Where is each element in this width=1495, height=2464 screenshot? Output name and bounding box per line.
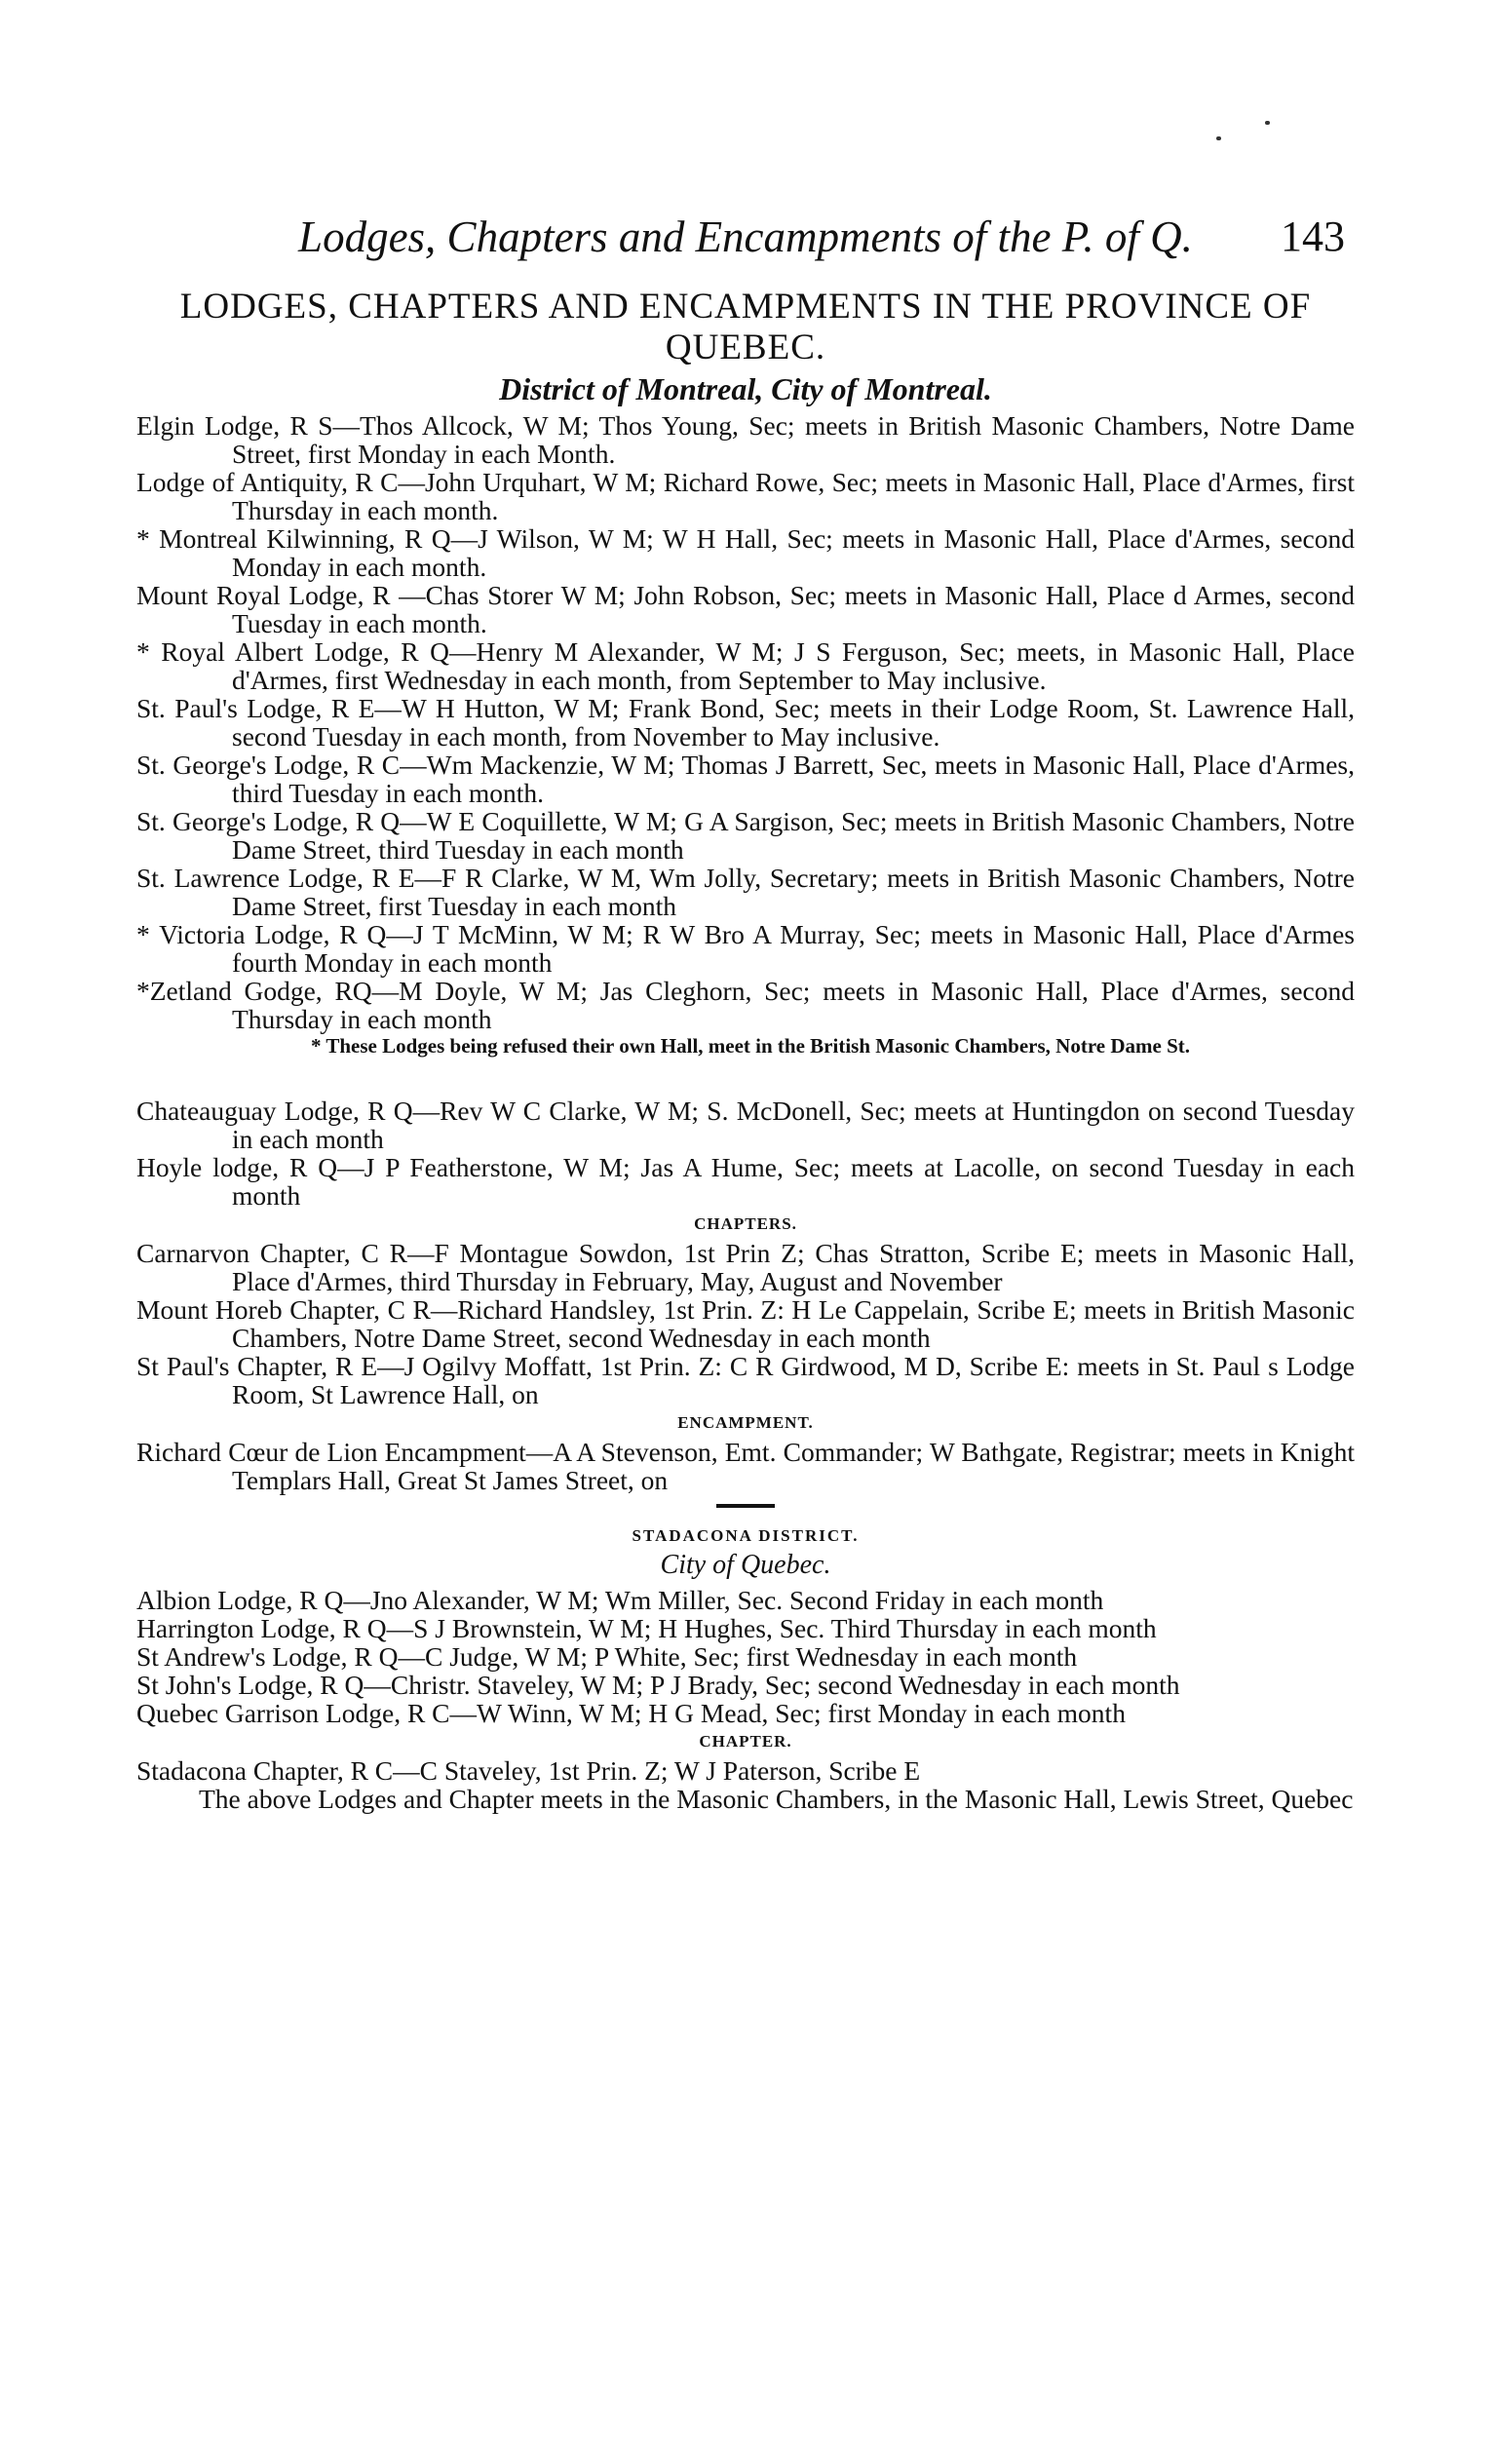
running-title: Lodges, Chapters and Encampments of the P. of Q. <box>298 212 1193 261</box>
lodge-entry: St. George's Lodge, R Q—W E Coquillette, W M; G A Sargison, Sec; meets in British Masonic Chambers, Notre Dame Street, third Tuesday in each month <box>136 806 1355 865</box>
chapter-entry: St Paul's Chapter, R E—J Ogilvy Moffatt, 1st Prin. Z: C R Girdwood, M D, Scribe E: meets in St. Paul s Lodge Room, St Lawrence Hall, on <box>136 1351 1355 1409</box>
chapter-entry: Mount Horeb Chapter, C R—Richard Handsley, 1st Prin. Z: H Le Cappelain, Scribe E; meets in British Masonic Chambers, Notre Dame Street, second Wednesday in each month <box>136 1294 1355 1353</box>
lodge-entry: Chateauguay Lodge, R Q—Rev W C Clarke, W M; S. McDonell, Sec; meets at Huntingdon on second Tuesday in each month <box>136 1096 1355 1154</box>
lodge-entry: Albion Lodge, R Q—Jno Alexander, W M; Wm Miller, Sec. Second Friday in each month <box>136 1585 1104 1615</box>
ink-speck <box>1216 136 1221 140</box>
lodge-entry: Lodge of Antiquity, R C—John Urquhart, W M; Richard Rowe, Sec; meets in Masonic Hall, Place d'Armes, first Thursday in each month. <box>136 467 1355 525</box>
lodge-entry: *Zetland Godge, RQ—M Doyle, W M; Jas Cleghorn, Sec; meets in Masonic Hall, Place d'Armes, second Thursday in each month <box>136 976 1355 1034</box>
page-number: 143 <box>1281 212 1345 260</box>
lodge-entry: Quebec Garrison Lodge, R C—W Winn, W M; H G Mead, Sec; first Monday in each month <box>136 1698 1126 1728</box>
encampment-entry: Richard Cœur de Lion Encampment—A A Stevenson, Emt. Commander; W Bathgate, Registrar; meets in Knight Templars Hall, Great St James Street, on <box>136 1437 1355 1495</box>
lodge-entry: Mount Royal Lodge, R —Chas Storer W M; John Robson, Sec; meets in Masonic Hall, Place d Armes, second Tuesday in each month. <box>136 580 1355 638</box>
lodge-entry: St. Lawrence Lodge, R E—F R Clarke, W M, Wm Jolly, Secretary; meets in British Masonic Chambers, Notre Dame Street, first Tuesday in each month <box>136 863 1355 921</box>
ink-speck <box>1265 121 1270 125</box>
lodge-entry: * Victoria Lodge, R Q—J T McMinn, W M; R W Bro A Murray, Sec; meets in Masonic Hall, Place d'Armes fourth Monday in each month <box>136 919 1355 978</box>
document-page <box>136 207 1355 1813</box>
district-heading: District of Montreal, City of Montreal. <box>499 371 992 406</box>
chapter-entry: Stadacona Chapter, R C—C Staveley, 1st Prin. Z; W J Paterson, Scribe E <box>136 1755 921 1786</box>
lodge-entry: Elgin Lodge, R S—Thos Allcock, W M; Thos Young, Sec; meets in British Masonic Chambers, Notre Dame Street, first Monday in each Month. <box>136 410 1355 469</box>
city-heading: City of Quebec. <box>660 1550 831 1580</box>
chapters-heading: CHAPTERS. <box>694 1214 797 1233</box>
footnote: * These Lodges being refused their own Hall, meet in the British Masonic Chambers, Notre Dame St. <box>311 1034 1190 1058</box>
section-divider <box>716 1504 775 1508</box>
chapter-entry: Carnarvon Chapter, C R—F Montague Sowdon, 1st Prin Z; Chas Stratton, Scribe E; meets in Masonic Hall, Place d'Armes, third Thursday in February, May, August and November <box>136 1238 1355 1296</box>
chapter-heading: CHAPTER. <box>699 1732 792 1751</box>
lodge-entry: St John's Lodge, R Q—Christr. Staveley, W M; P J Brady, Sec; second Wednesday in each month <box>136 1670 1180 1700</box>
lodge-entry: * Royal Albert Lodge, R Q—Henry M Alexander, W M; J S Ferguson, Sec; meets, in Masonic Hall, Place d'Armes, first Wednesday in each month, from September to May inclusive. <box>136 636 1355 695</box>
lodge-entry: * Montreal Kilwinning, R Q—J Wilson, W M; W H Hall, Sec; meets in Masonic Hall, Place d'Armes, second Monday in each month. <box>136 523 1355 582</box>
lodge-entry: Hoyle lodge, R Q—J P Featherstone, W M; Jas A Hume, Sec; meets at Lacolle, on second Tuesday in each month <box>136 1152 1355 1211</box>
page-title: LODGES, CHAPTERS AND ENCAMPMENTS IN THE PROVINCE OF QUEBEC. <box>179 287 1312 367</box>
lodge-entry: St Andrew's Lodge, R Q—C Judge, W M; P White, Sec; first Wednesday in each month <box>136 1641 1078 1672</box>
lodge-entry: St. Paul's Lodge, R E—W H Hutton, W M; Frank Bond, Sec; meets in their Lodge Room, St. Lawrence Hall, second Tuesday in each month, from November to May inclusive. <box>136 693 1355 751</box>
closing-note: The above Lodges and Chapter meets in the Masonic Chambers, in the Masonic Hall, Lewis Street, Quebec <box>199 1784 1354 1814</box>
running-head <box>136 207 1355 267</box>
encampment-heading: ENCAMPMENT. <box>677 1413 814 1432</box>
district-heading: STADACONA DISTRICT. <box>632 1526 860 1545</box>
lodge-entry: St. George's Lodge, R C—Wm Mackenzie, W M; Thomas J Barrett, Sec, meets in Masonic Hall, Place d'Armes, third Tuesday in each month. <box>136 750 1355 808</box>
lodge-entry: Harrington Lodge, R Q—S J Brownstein, W M; H Hughes, Sec. Third Thursday in each month <box>136 1613 1157 1643</box>
